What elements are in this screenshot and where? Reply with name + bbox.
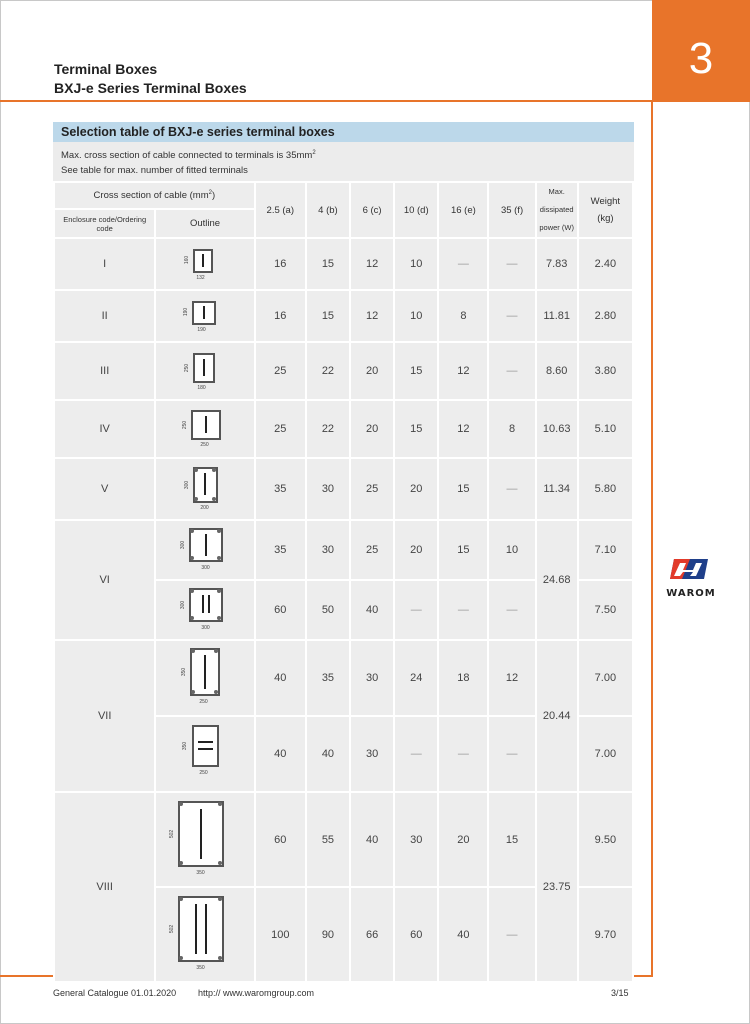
value-d: —: [395, 581, 437, 639]
value-a: 25: [256, 401, 305, 457]
table-row: [55, 641, 632, 715]
enclosure-code: II: [55, 291, 154, 341]
header-divider: [0, 100, 652, 102]
weight-value: 9.70: [579, 888, 632, 981]
enclosure-code: IV: [55, 401, 154, 457]
value-a: 35: [256, 459, 305, 519]
header-col-b: 4 (b): [307, 183, 349, 237]
outline-drawing: 300 300: [156, 521, 253, 579]
value-c: 20: [351, 401, 393, 457]
value-a: 100: [256, 888, 305, 981]
enclosure-code: VII: [55, 641, 154, 791]
table-row: [55, 459, 632, 519]
value-c: 66: [351, 888, 393, 981]
value-f: —: [489, 888, 534, 981]
outline-drawing: 350 502: [156, 888, 253, 981]
header-col-f: 35 (f): [489, 183, 534, 237]
power-value: 10.63: [537, 401, 577, 457]
header-code: Enclosure code/Ordering code: [55, 210, 154, 237]
enclosure-code: I: [55, 239, 154, 289]
weight-value: 3.80: [579, 343, 632, 399]
table-row: [55, 291, 632, 341]
note-cross-section: Max. cross section of cable connected to terminals is $35mm^2$: [61, 150, 316, 162]
enclosure-code: VI: [55, 521, 154, 639]
outline-drawing: 190 190: [156, 291, 253, 341]
outline-drawing: 300 300: [156, 581, 253, 639]
weight-value: 7.00: [579, 641, 632, 715]
value-c: 30: [351, 717, 393, 791]
value-f: —: [489, 239, 534, 289]
value-b: 30: [307, 521, 349, 579]
value-b: 50: [307, 581, 349, 639]
value-d: 30: [395, 793, 437, 886]
selection-table: [53, 181, 634, 983]
warom-logo-icon: [660, 557, 722, 583]
warom-logo: [660, 557, 722, 599]
value-f: 15: [489, 793, 534, 886]
value-c: 40: [351, 581, 393, 639]
outline-drawing: 350 502: [156, 793, 253, 886]
power-value: 11.34: [537, 459, 577, 519]
power-value: 23.75: [537, 793, 577, 981]
value-b: 22: [307, 401, 349, 457]
header-col-a: 2.5 (a): [256, 183, 305, 237]
outline-drawing: 180 250: [156, 343, 253, 399]
outline-drawing: 250 250: [156, 401, 253, 457]
value-e: —: [439, 581, 487, 639]
value-e: 15: [439, 459, 487, 519]
value-b: 35: [307, 641, 349, 715]
value-b: 15: [307, 239, 349, 289]
enclosure-code: V: [55, 459, 154, 519]
value-a: 25: [256, 343, 305, 399]
value-b: 40: [307, 717, 349, 791]
value-e: 12: [439, 401, 487, 457]
header-col-c: 6 (c): [351, 183, 393, 237]
value-f: 10: [489, 521, 534, 579]
logo-text: WAROM: [666, 588, 716, 599]
value-e: 20: [439, 793, 487, 886]
table-row: [55, 343, 632, 399]
value-e: 18: [439, 641, 487, 715]
value-d: 20: [395, 521, 437, 579]
footer-url[interactable]: http:// www.waromgroup.com: [198, 988, 315, 998]
note-terminals: See table for max. number of fitted terminals: [61, 165, 248, 177]
value-d: —: [395, 717, 437, 791]
value-c: 12: [351, 291, 393, 341]
header-weight: Weight (kg): [579, 183, 632, 237]
value-e: 40: [439, 888, 487, 981]
footer-catalogue: General Catalogue 01.01.2020: [53, 988, 177, 998]
value-a: 35: [256, 521, 305, 579]
power-value: 11.81: [537, 291, 577, 341]
value-a: 16: [256, 239, 305, 289]
value-f: —: [489, 291, 534, 341]
outline-drawing: 250 350: [156, 717, 253, 791]
power-value: 8.60: [537, 343, 577, 399]
value-f: 8: [489, 401, 534, 457]
weight-value: 5.10: [579, 401, 632, 457]
value-d: 60: [395, 888, 437, 981]
value-b: 15: [307, 291, 349, 341]
value-c: 20: [351, 343, 393, 399]
weight-value: 7.00: [579, 717, 632, 791]
table-row: [55, 521, 632, 579]
power-value: 7.83: [537, 239, 577, 289]
outline-drawing: 250 350: [156, 641, 253, 715]
value-d: 15: [395, 343, 437, 399]
value-a: 60: [256, 581, 305, 639]
value-c: 30: [351, 641, 393, 715]
power-value: 24.68: [537, 521, 577, 639]
value-e: —: [439, 239, 487, 289]
header-title: Terminal Boxes: [54, 61, 158, 77]
value-f: 12: [489, 641, 534, 715]
value-f: —: [489, 343, 534, 399]
value-f: —: [489, 459, 534, 519]
weight-value: 9.50: [579, 793, 632, 886]
value-c: 25: [351, 459, 393, 519]
value-f: —: [489, 581, 534, 639]
header-subtitle: BXJ-e Series Terminal Boxes: [54, 80, 247, 96]
weight-value: 5.80: [579, 459, 632, 519]
header-col-e: 16 (e): [439, 183, 487, 237]
value-a: 40: [256, 641, 305, 715]
footer-page-number: 3/15: [611, 988, 629, 998]
table-row: [55, 401, 632, 457]
value-f: —: [489, 717, 534, 791]
selection-section: [53, 122, 634, 983]
value-a: 40: [256, 717, 305, 791]
chapter-number: 3: [652, 0, 750, 102]
outline-drawing: 132 160: [156, 239, 253, 289]
value-e: 8: [439, 291, 487, 341]
value-d: 20: [395, 459, 437, 519]
value-a: 60: [256, 793, 305, 886]
section-title: Selection table of BXJ-e series terminal boxes: [53, 122, 634, 142]
value-b: 22: [307, 343, 349, 399]
enclosure-code: III: [55, 343, 154, 399]
weight-value: 2.40: [579, 239, 632, 289]
weight-value: 7.50: [579, 581, 632, 639]
value-c: 40: [351, 793, 393, 886]
value-d: 10: [395, 239, 437, 289]
value-e: —: [439, 717, 487, 791]
page-header: [54, 60, 247, 98]
header-cross-section: Cross section of cable $(mm^2)$: [55, 183, 254, 208]
section-notes: [53, 142, 634, 181]
value-c: 12: [351, 239, 393, 289]
enclosure-code: VIII: [55, 793, 154, 981]
value-d: 10: [395, 291, 437, 341]
table-row: [55, 793, 632, 886]
value-e: 12: [439, 343, 487, 399]
power-value: 20.44: [537, 641, 577, 791]
header-col-d: 10 (d): [395, 183, 437, 237]
value-b: 90: [307, 888, 349, 981]
value-b: 30: [307, 459, 349, 519]
value-c: 25: [351, 521, 393, 579]
value-b: 55: [307, 793, 349, 886]
value-a: 16: [256, 291, 305, 341]
outline-drawing: 200 300: [156, 459, 253, 519]
value-d: 24: [395, 641, 437, 715]
weight-value: 2.80: [579, 291, 632, 341]
table-row: [55, 239, 632, 289]
weight-value: 7.10: [579, 521, 632, 579]
side-divider: [651, 100, 653, 976]
header-outline: Outline: [156, 210, 253, 237]
header-power: Max. dissipated power (W): [537, 183, 577, 237]
value-e: 15: [439, 521, 487, 579]
value-d: 15: [395, 401, 437, 457]
